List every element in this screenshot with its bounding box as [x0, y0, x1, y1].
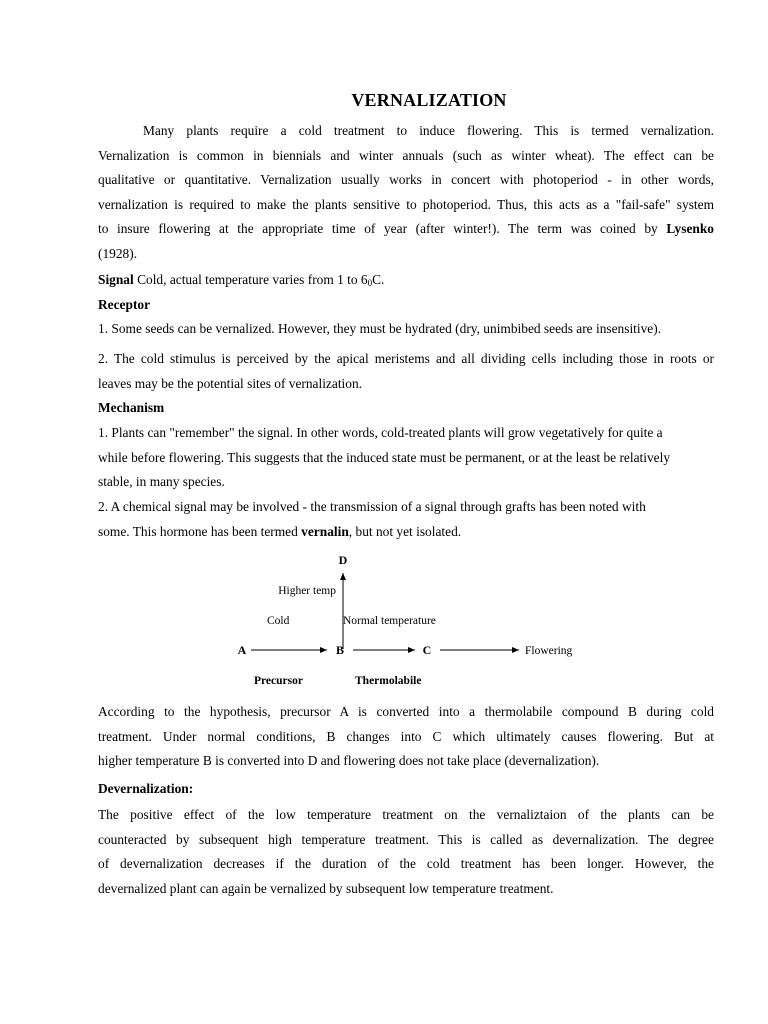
- devernalization-line: of devernalization decreases if the duration of the cold treatment has been longer. However, the: [98, 856, 714, 871]
- mechanism-item-2-text: some. This hormone has been termed: [98, 523, 302, 539]
- mechanism-item-1-line: while before flowering. This suggests that the induced state must be permanent, or at the least be relatively: [98, 449, 671, 465]
- signal-text-after: C.: [372, 272, 385, 287]
- mechanism-item-1-line: 1. Plants can "remember" the signal. In other words, cold-treated plants will grow vegetatively for quite a: [98, 425, 663, 440]
- mechanism-item-2: [98, 495, 714, 544]
- vernalin-term: vernalin: [301, 523, 349, 539]
- receptor-item-2: [98, 347, 714, 396]
- intro-line: vernalization is required to make the plants sensitive to photoperiod. Thus, this acts as a "fail-safe" system: [98, 196, 714, 212]
- signal-subscript: 0: [367, 278, 373, 288]
- signal-label: Signal: [98, 272, 134, 287]
- receptor-item-1: 1. Some seeds can be vernalized. However, they must be hydrated (dry, unimbibed seeds are insensitive).: [98, 321, 662, 336]
- intro-paragraph: [98, 119, 714, 266]
- mechanism-item-1-line: stable, in many species.: [98, 474, 225, 489]
- vernalization-diagram: [230, 548, 590, 698]
- mechanism-heading: Mechanism: [98, 400, 165, 415]
- intro-line: qualitative or quantitative. Vernalization usually works in concert with photoperiod - in other words,: [98, 172, 714, 187]
- mechanism-item-2-text-after: , but not yet isolated.: [348, 523, 462, 539]
- precursor-label: Precursor: [254, 675, 303, 687]
- hypothesis-line: According to the hypothesis, precursor A is converted into a thermolabile compound B during cold: [98, 704, 714, 719]
- signal-text: Cold, actual temperature varies from 1 to 6: [133, 272, 368, 287]
- mechanism-item-1: [98, 421, 714, 495]
- intro-line: Many plants require a cold treatment to induce flowering. This is termed vernalization.: [143, 123, 714, 138]
- devernalization-line: counteracted by subsequent high temperature treatment. This is called as devernalization. The degree: [98, 831, 714, 847]
- receptor-item-2-line: 2. The cold stimulus is perceived by the apical meristems and all dividing cells including those in roots or: [98, 351, 714, 366]
- hypothesis-line: higher temperature B is converted into D and flowering does not take place (devernalization).: [98, 753, 600, 768]
- cold-label: Cold: [267, 615, 290, 627]
- intro-line: Vernalization is common in biennials and winter annuals (such as winter wheat). The effect can be: [98, 147, 714, 163]
- intro-line: [98, 217, 714, 242]
- node-a-label: A: [237, 643, 247, 657]
- mechanism-item-2-line: 2. A chemical signal may be involved - the transmission of a signal through grafts has been noted with: [98, 499, 646, 514]
- devernalization-paragraph: [98, 803, 714, 901]
- mechanism-item-2-line: [98, 520, 714, 545]
- hypothesis-line: treatment. Under normal conditions, B changes into C which ultimately causes flowering. But at: [98, 728, 714, 744]
- node-d-label: D: [338, 553, 348, 567]
- thermolabile-label: Thermolabile: [355, 675, 422, 687]
- node-b-label: B: [335, 643, 345, 657]
- node-c-label: C: [422, 643, 432, 657]
- devernalization-heading: Devernalization:: [98, 781, 194, 796]
- devernalization-line: The positive effect of the low temperature treatment on the vernaliztaion of the plants can be: [98, 807, 714, 822]
- signal-line: [98, 268, 714, 296]
- receptor-item-2-line: leaves may be the potential sites of vernalization.: [98, 375, 363, 391]
- author-name: Lysenko: [666, 221, 714, 236]
- intro-year: (1928).: [98, 245, 138, 261]
- page-title: VERNALIZATION: [351, 90, 507, 110]
- flowering-label: Flowering: [525, 645, 573, 657]
- higher-temp-label: Higher temp: [278, 585, 336, 597]
- normal-temp-label: Normal temperature: [343, 615, 436, 627]
- intro-line-text: to insure flowering at the appropriate time of year (after winter!). The term was coined by: [98, 221, 658, 236]
- hypothesis-paragraph: [98, 700, 714, 774]
- devernalization-line: devernalized plant can again be vernalized by subsequent low temperature treatment.: [98, 880, 554, 896]
- receptor-heading: Receptor: [98, 297, 151, 312]
